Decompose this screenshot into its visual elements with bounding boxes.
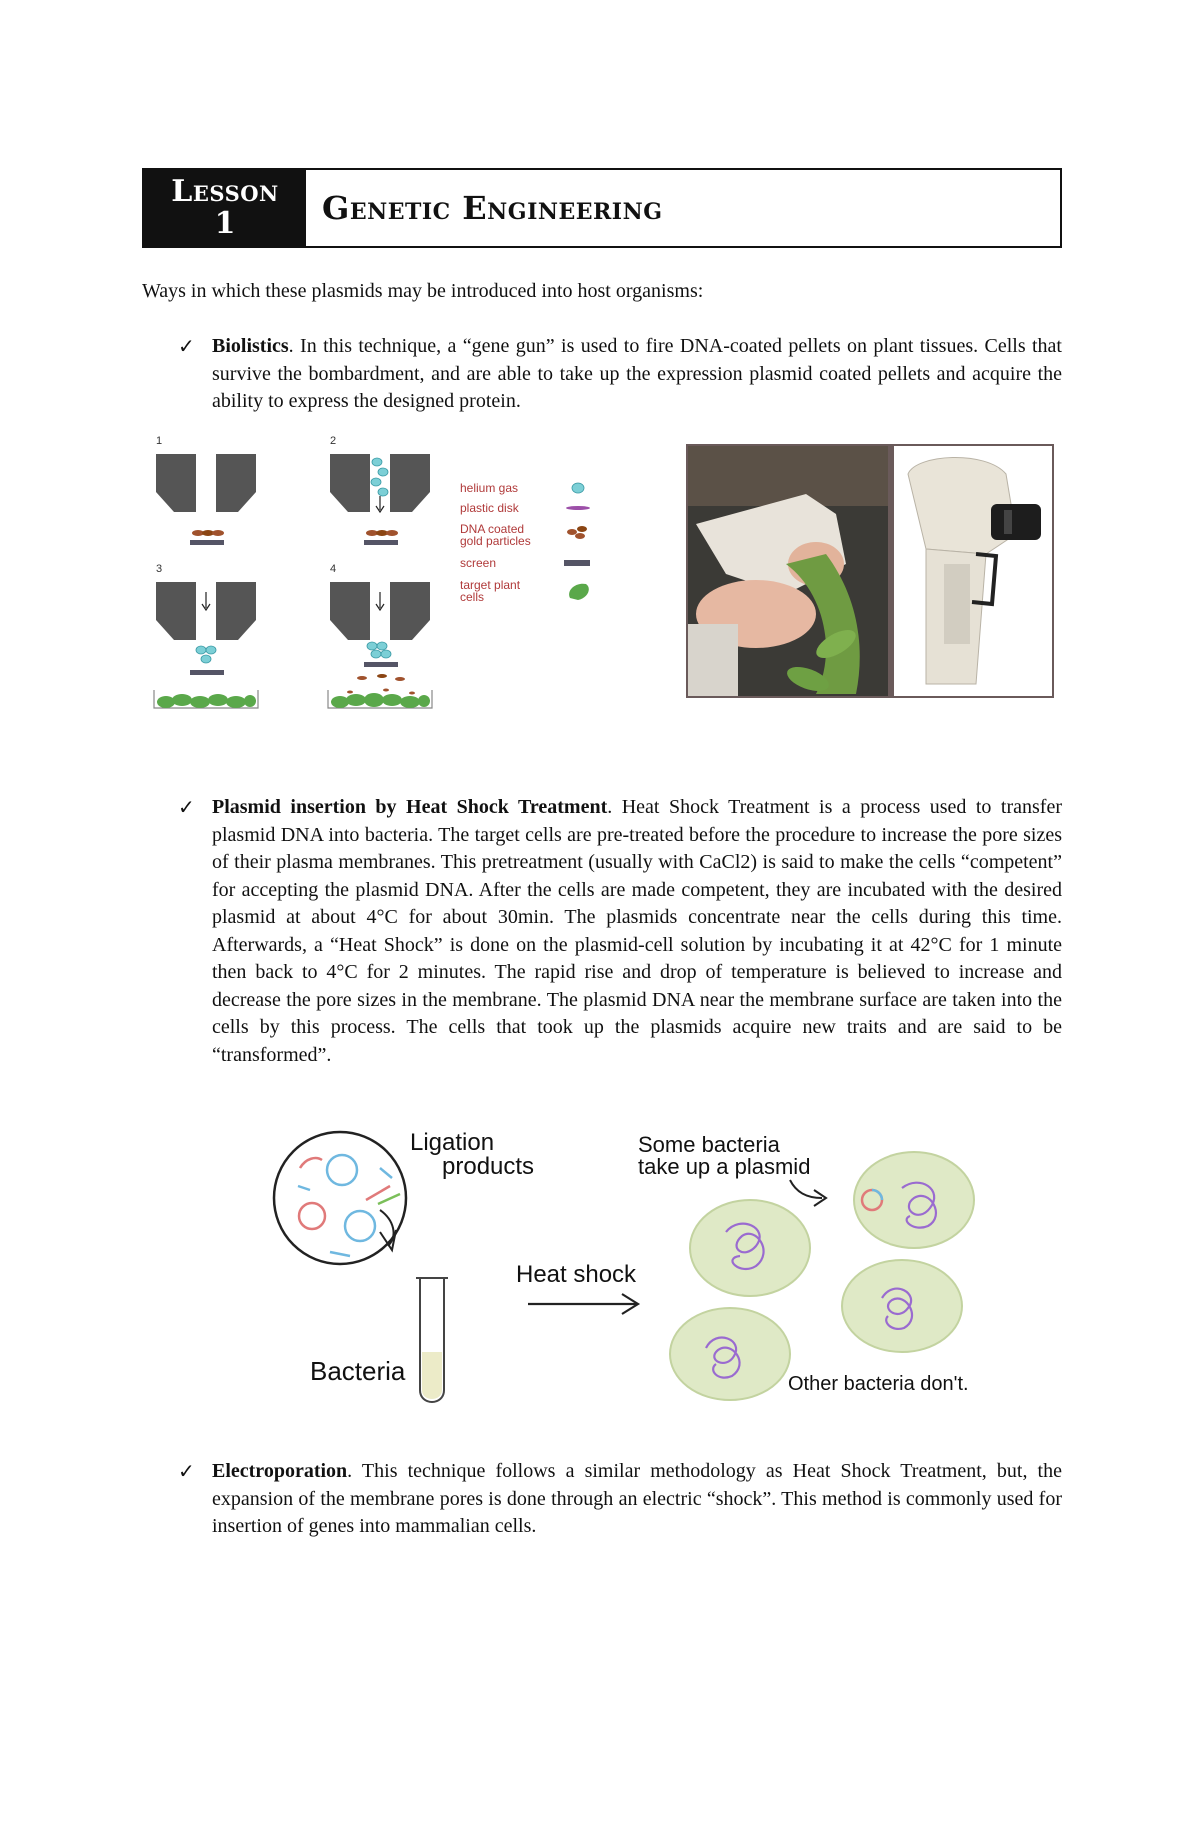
checkmark-icon: ✓ xyxy=(178,1459,195,1483)
list-item-electroporation xyxy=(178,1458,1062,1541)
list-item-term: Biolistics xyxy=(212,335,289,357)
gene-gun-photo xyxy=(686,444,1054,698)
step-number: 4 xyxy=(330,563,337,575)
plant-cell-icon xyxy=(157,694,256,708)
list-item-text xyxy=(212,794,1062,1069)
gun-nozzle-step-3 xyxy=(154,582,258,708)
step-number: 3 xyxy=(156,563,163,575)
page-title: Genetic Engineering xyxy=(322,189,663,227)
helium-bubble-icon xyxy=(572,483,584,493)
list-item-body: . In this technique, a “gene gun” is used to fire DNA-coated pellets on plant tissues. Cells that survive the bombardment, and are able to take up the expression plasmid coated pellets and acquire the ability to express the designed protein. xyxy=(212,335,1062,412)
legend-label: target plant cells xyxy=(460,578,521,604)
checkmark-icon: ✓ xyxy=(178,795,195,819)
legend-label: helium gas xyxy=(460,481,519,495)
bacterium-cell xyxy=(690,1200,810,1296)
list-item-body: . This technique follows a similar methodology as Heat Shock Treatment, but, the expansion of the membrane pores is done through an electric “shock”. This method is commonly used for insertion of genes into mammalian cells. xyxy=(212,1460,1062,1537)
diagram-legend xyxy=(460,481,590,604)
list-item-body: . Heat Shock Treatment is a process used to transfer plasmid DNA into bacteria. The target cells are pre-treated before the procedure to increase the pore sizes of their plasma membranes. This pretreatment (usually with CaCl2) is said to make the cells “competent” for accepting the plasmid DNA. After the cells are made competent, they are incubated with the desired plasmid at about 4°C for about 30min. The plasmids concentrate near the cells during this time. Afterwards, a “Heat Shock” is done on the plasmid-cell solution by incubating it at 42°C for 1 minute then back to 4°C for 2 minutes. The rapid rise and drop of temperature is believed to increase and decrease the pore sizes in the membrane. The plasmid DNA near the membrane surface are taken into the cells by this process. The cells that took up the plasmids acquire new traits and are said to be “transformed”. xyxy=(212,796,1062,1066)
bacterium-cell xyxy=(670,1308,790,1400)
bacterium-cell-transformed xyxy=(854,1152,974,1248)
screen-icon xyxy=(564,560,590,566)
ligation-label: Ligation products xyxy=(410,1129,535,1180)
lesson-number: 1 xyxy=(214,206,236,241)
list-item-biolistics xyxy=(178,333,1062,416)
gun-nozzle-step-4 xyxy=(328,582,432,708)
lesson-header xyxy=(142,168,1062,248)
lesson-badge xyxy=(144,170,306,246)
checkmark-icon: ✓ xyxy=(178,334,195,358)
lesson-word: Lesson xyxy=(171,174,279,209)
ligation-products-circle xyxy=(274,1132,406,1264)
legend-label: DNA coated gold particles xyxy=(460,522,531,548)
intro-paragraph: Ways in which these plasmids may be introduced into host organisms: xyxy=(142,280,704,302)
gene-gun-diagram xyxy=(150,432,590,712)
heat-shock-label: Heat shock xyxy=(516,1261,637,1288)
legend-label: plastic disk xyxy=(460,501,519,515)
step-number: 1 xyxy=(156,435,163,447)
gun-nozzle-step-1 xyxy=(156,454,256,545)
list-item-term: Plasmid insertion by Heat Shock Treatment xyxy=(212,796,608,818)
list-item-text xyxy=(212,1458,1062,1541)
uptake-label: Some bacteria take up a plasmid xyxy=(638,1132,811,1179)
gun-nozzle-step-2 xyxy=(330,454,430,545)
plastic-disk-icon xyxy=(566,506,590,510)
bacterium-cell xyxy=(842,1260,962,1352)
others-label: Other bacteria don't. xyxy=(788,1373,969,1395)
plant-cell-icon xyxy=(569,584,589,600)
list-item-text xyxy=(212,333,1062,416)
screen-icon xyxy=(190,540,224,545)
list-item-heat-shock xyxy=(178,794,1062,1069)
heat-shock-figure xyxy=(270,1128,1030,1412)
gold-particles-icon xyxy=(192,530,224,536)
list-item-term: Electroporation xyxy=(212,1460,348,1482)
legend-label: screen xyxy=(460,556,497,570)
step-number: 2 xyxy=(330,435,337,447)
bacteria-label: Bacteria xyxy=(310,1356,406,1386)
